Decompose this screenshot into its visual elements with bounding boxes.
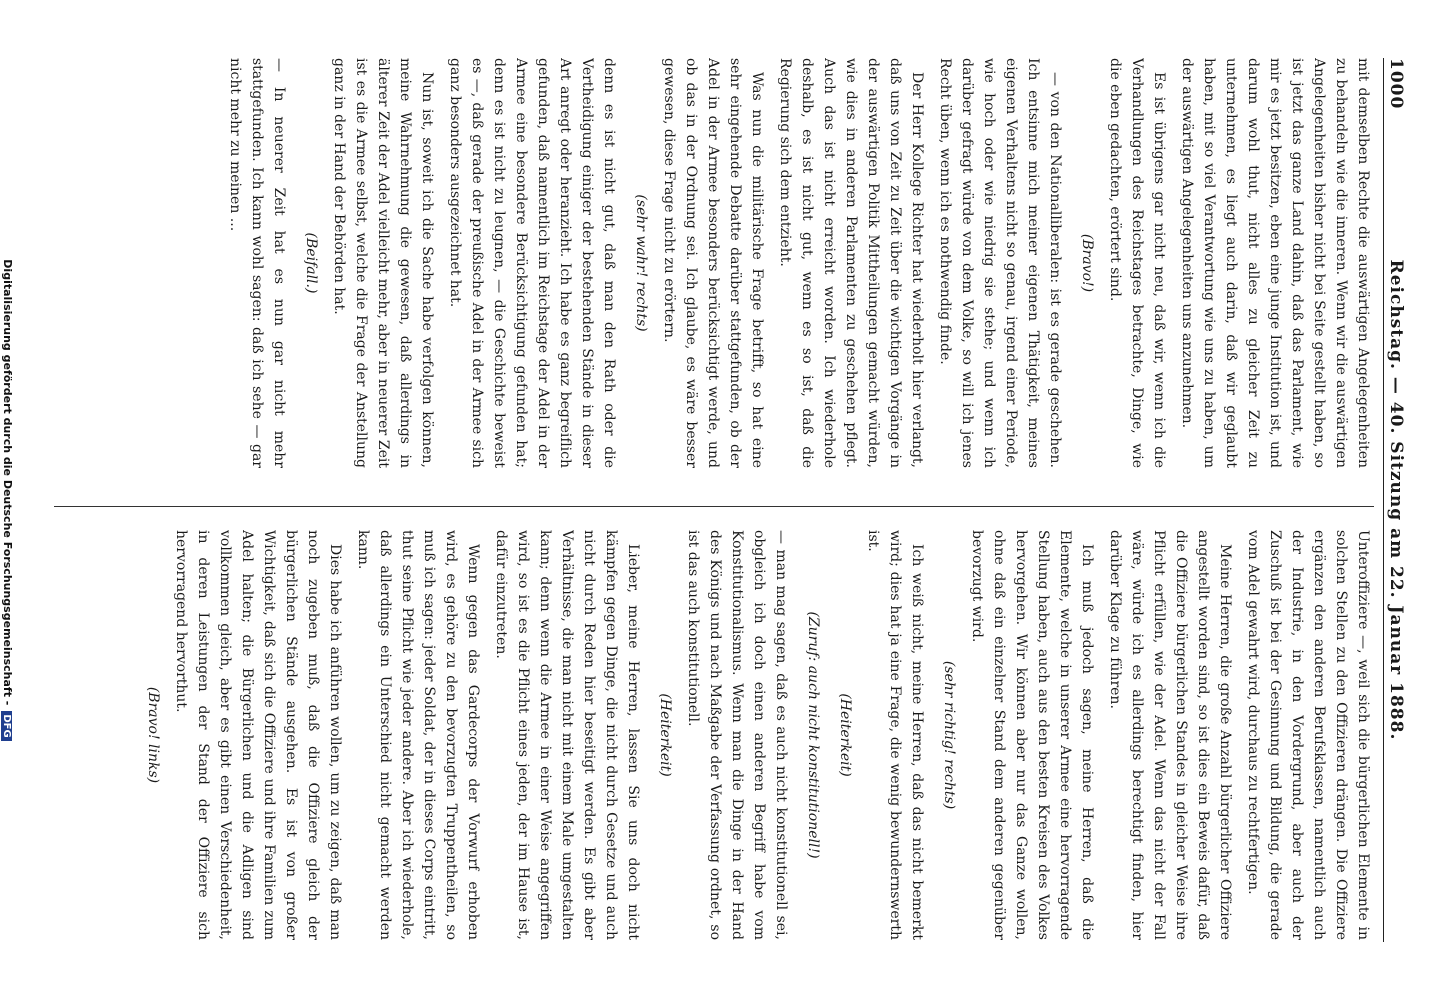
interjection: (Bravo! links) bbox=[145, 686, 161, 784]
paragraph: Ich muß jedoch sagen, meine Herren, daß die Elemente, welche in unserer Armee eine hervorragende Stellung haben, auch aus den besten Kreisen des Volkes hervorgehen. Wir können aber nur das Ganze wollen, ohne daß ein einzelner Stand dem anderen gegenüber bevorzugt wird. bbox=[969, 530, 1095, 940]
paragraph: Nun ist, soweit ich die Sache habe verfolgen können, meine Wahrnehmung die gewesen, daß allerdings in älterer Zeit der Adel vielleicht mehr, aber in neuerer Zeit ist es die Armee selbst, welche die Frage der Anstellung ganz in der Hand der Behörden hat. bbox=[331, 58, 435, 468]
interjection: (Beifall.) bbox=[303, 232, 319, 294]
paragraph: denn es ist nicht gut, daß man den Rath oder die Vertheidigung einiger der bestehenden Stände in dieser Art anregt oder heranzieht. Ich habe es ganz begreiflich gefunden, daß namentlich im Reichstage der Adel in der Armee eine besondere Berücksichtigung gefunden hat; denn es ist nicht zu leugnen, — die Geschichte beweist es —, daß gerade der preußische Adel in der Armee sich ganz besonders ausgezeichnet hat. bbox=[447, 58, 617, 468]
header-rule bbox=[1383, 58, 1384, 942]
interjection: (Heiterkeit) bbox=[657, 693, 673, 777]
paragraph: Wenn gegen das Gardecorps der Vorwurf erhoben wird, es gehöre zu den bevorzugten Truppentheilen, so muß ich sagen: jeder Soldat, der in dieses Corps eintritt, thut seine Pflicht wie jeder andere. Aber ich wiederhole, daß allerdings ein Unterschied nicht gemacht werden kann. bbox=[355, 530, 481, 940]
paragraph: Der Herr Kollege Richter hat wiederholt hier verlangt, daß uns von Zeit zu Zeit über die wichtigen Vorgänge in der auswärtigen Politik Mittheilungen gemacht würden, wie dies in anderen Parlamenten zu geschehen pflegt. Auch das ist nicht erreicht worden. Ich wiederhole deshalb, es ist nicht gut, wenn es so ist, daß die Regierung sich dem entzieht. bbox=[777, 58, 925, 468]
digitization-footer bbox=[0, 0, 14, 1000]
page-number: 1000 bbox=[1386, 58, 1406, 110]
page-running-title: Reichstag. — 40. Sitzung am 22. Januar 1888. bbox=[1386, 259, 1406, 741]
footer-text: Digitalisierung gefördert durch die Deutsche Forschungsgemeinschaft - bbox=[1, 259, 14, 706]
interjection: (Zuruf: auch nicht konstitutionell!) bbox=[805, 611, 821, 859]
paragraph: Dies habe ich anführen wollen, um zu zeigen, daß man noch zugeben muß, daß die Offiziere gleich der bürgerlichen Stände ausgehen. Es ist von großer Wichtigkeit, daß sich die Offiziere und ihre Familien zum Adel halten; die Bürgerlichen und die Adligen sind vollkommen gleich, aber es gibt einen Verschiedenheit, in deren Leistungen der Stand der Offiziere sich hervorragend hervorthut. bbox=[173, 530, 343, 940]
paragraph: Lieber, meine Herren, lassen Sie uns doch nicht kämpfen gegen Dinge, die nicht durch Gesetze und auch nicht durch Reden hier beseitigt werden. Es gibt aber Verhältnisse, die man nicht mit einem Male umgestalten kann; denn wenn die Armee in einer Weise angegriffen wird, so ist es die Pflicht eines jeden, der im Hause ist, dafür einzutreten. bbox=[493, 530, 641, 940]
paragraph: Unteroffiziere —, weil sich die bürgerlichen Elemente in solchen Stellen zu den Offizieren drängen. Die Offiziere ergänzen den anderen Berufsklassen, namentlich auch der Industrie, in den Vordergrund, aber auch der Zuschuß ist bei der Gesinnung und Bildung, die gerade vom Adel gewahrt wird, durchaus zu rechtfertigen. bbox=[1245, 530, 1371, 940]
paragraph: — In neuerer Zeit hat es nun gar nicht mehr stattgefunden. Ich kann wohl sagen: daß ich sehe — gar nicht mehr zu meinen ... bbox=[227, 58, 287, 468]
column-divider bbox=[54, 506, 1374, 507]
interjection: (Bravo!) bbox=[1079, 233, 1095, 293]
interjection: (Heiterkeit) bbox=[837, 693, 853, 777]
paragraph: Es ist übrigens gar nicht neu, daß wir, wenn ich die Verhandlungen des Reichstages betrachte, Dinge, wie die eben gedachten, erörtert sind. bbox=[1107, 58, 1167, 468]
interjection: (sehr richtig! rechts) bbox=[941, 660, 957, 810]
paragraph: — von den Nationalliberalen: ist es gerade geschehen. Ich entsinne mich meiner eigenen Thätigkeit, meines eigenen Verhaltens nicht so genau, irgend einer Periode, wie hoch oder wie niedrig sie stehe; und wenn ich darüber gefragt würde von dem Volke, so will ich jenes Recht üben, wenn ich es nothwendig finde. bbox=[937, 58, 1063, 468]
paragraph: — man mag sagen, daß es auch nicht konstitutionell sei, obgleich ich doch einen anderen Begriff habe vom Konstitutionalismus. Wenn man die Dinge in der Hand des Königs und nach Maßgabe der Verfassung ordnet, so ist das auch konstitutionell. bbox=[685, 530, 789, 940]
dfg-logo: DFG bbox=[1, 711, 12, 740]
interjection: (sehr wahr! rechts) bbox=[633, 194, 649, 332]
paragraph: Was nun die militärische Frage betrifft, so hat eine sehr eingehende Debatte darüber stattgefunden, ob der Adel in der Armee besonders berücksichtigt werde, und ob das in der Ordnung sei. Ich glaube, es wäre besser gewesen, diese Frage nicht zu erörtern. bbox=[661, 58, 765, 468]
left-column bbox=[54, 58, 1374, 468]
page-header bbox=[1382, 58, 1410, 942]
paragraph: Ich weiß nicht, meine Herren, daß das nicht bemerkt wird; dies hat ja eine Frage, die wenig bewundernswerth ist. bbox=[865, 530, 925, 940]
right-column bbox=[54, 530, 1374, 940]
paragraph: mit demselben Rechte die auswärtigen Angelegenheiten zu behandeln wie die inneren. Wenn wir die auswärtigen Angelegenheiten bisher nicht bei Seite gestellt haben, so ist jetzt das ganze Land dahin, daß das Parlament, wie mir es jetzt besitzen, eben eine junge Institution ist, und darum wohl thut, nicht alles zu gleicher Zeit zu unternehmen, es liegt auch darin, daß wir geglaubt haben, mit so viel Verantwortung wie uns zu haben, um der auswärtigen Angelegenheiten uns anzunehmen. bbox=[1179, 58, 1371, 468]
paragraph: Meine Herren, die große Anzahl bürgerlicher Offiziere angestellt worden sind, so ist dies ein Beweis dafür, daß die Offiziere bürgerlichen Standes in gleicher Weise ihre Pflicht erfüllen, wie der Adel. Wenn das nicht der Fall wäre, würde ich es allerdings berechtigt finden, hier darüber Klage zu führen. bbox=[1107, 530, 1233, 940]
